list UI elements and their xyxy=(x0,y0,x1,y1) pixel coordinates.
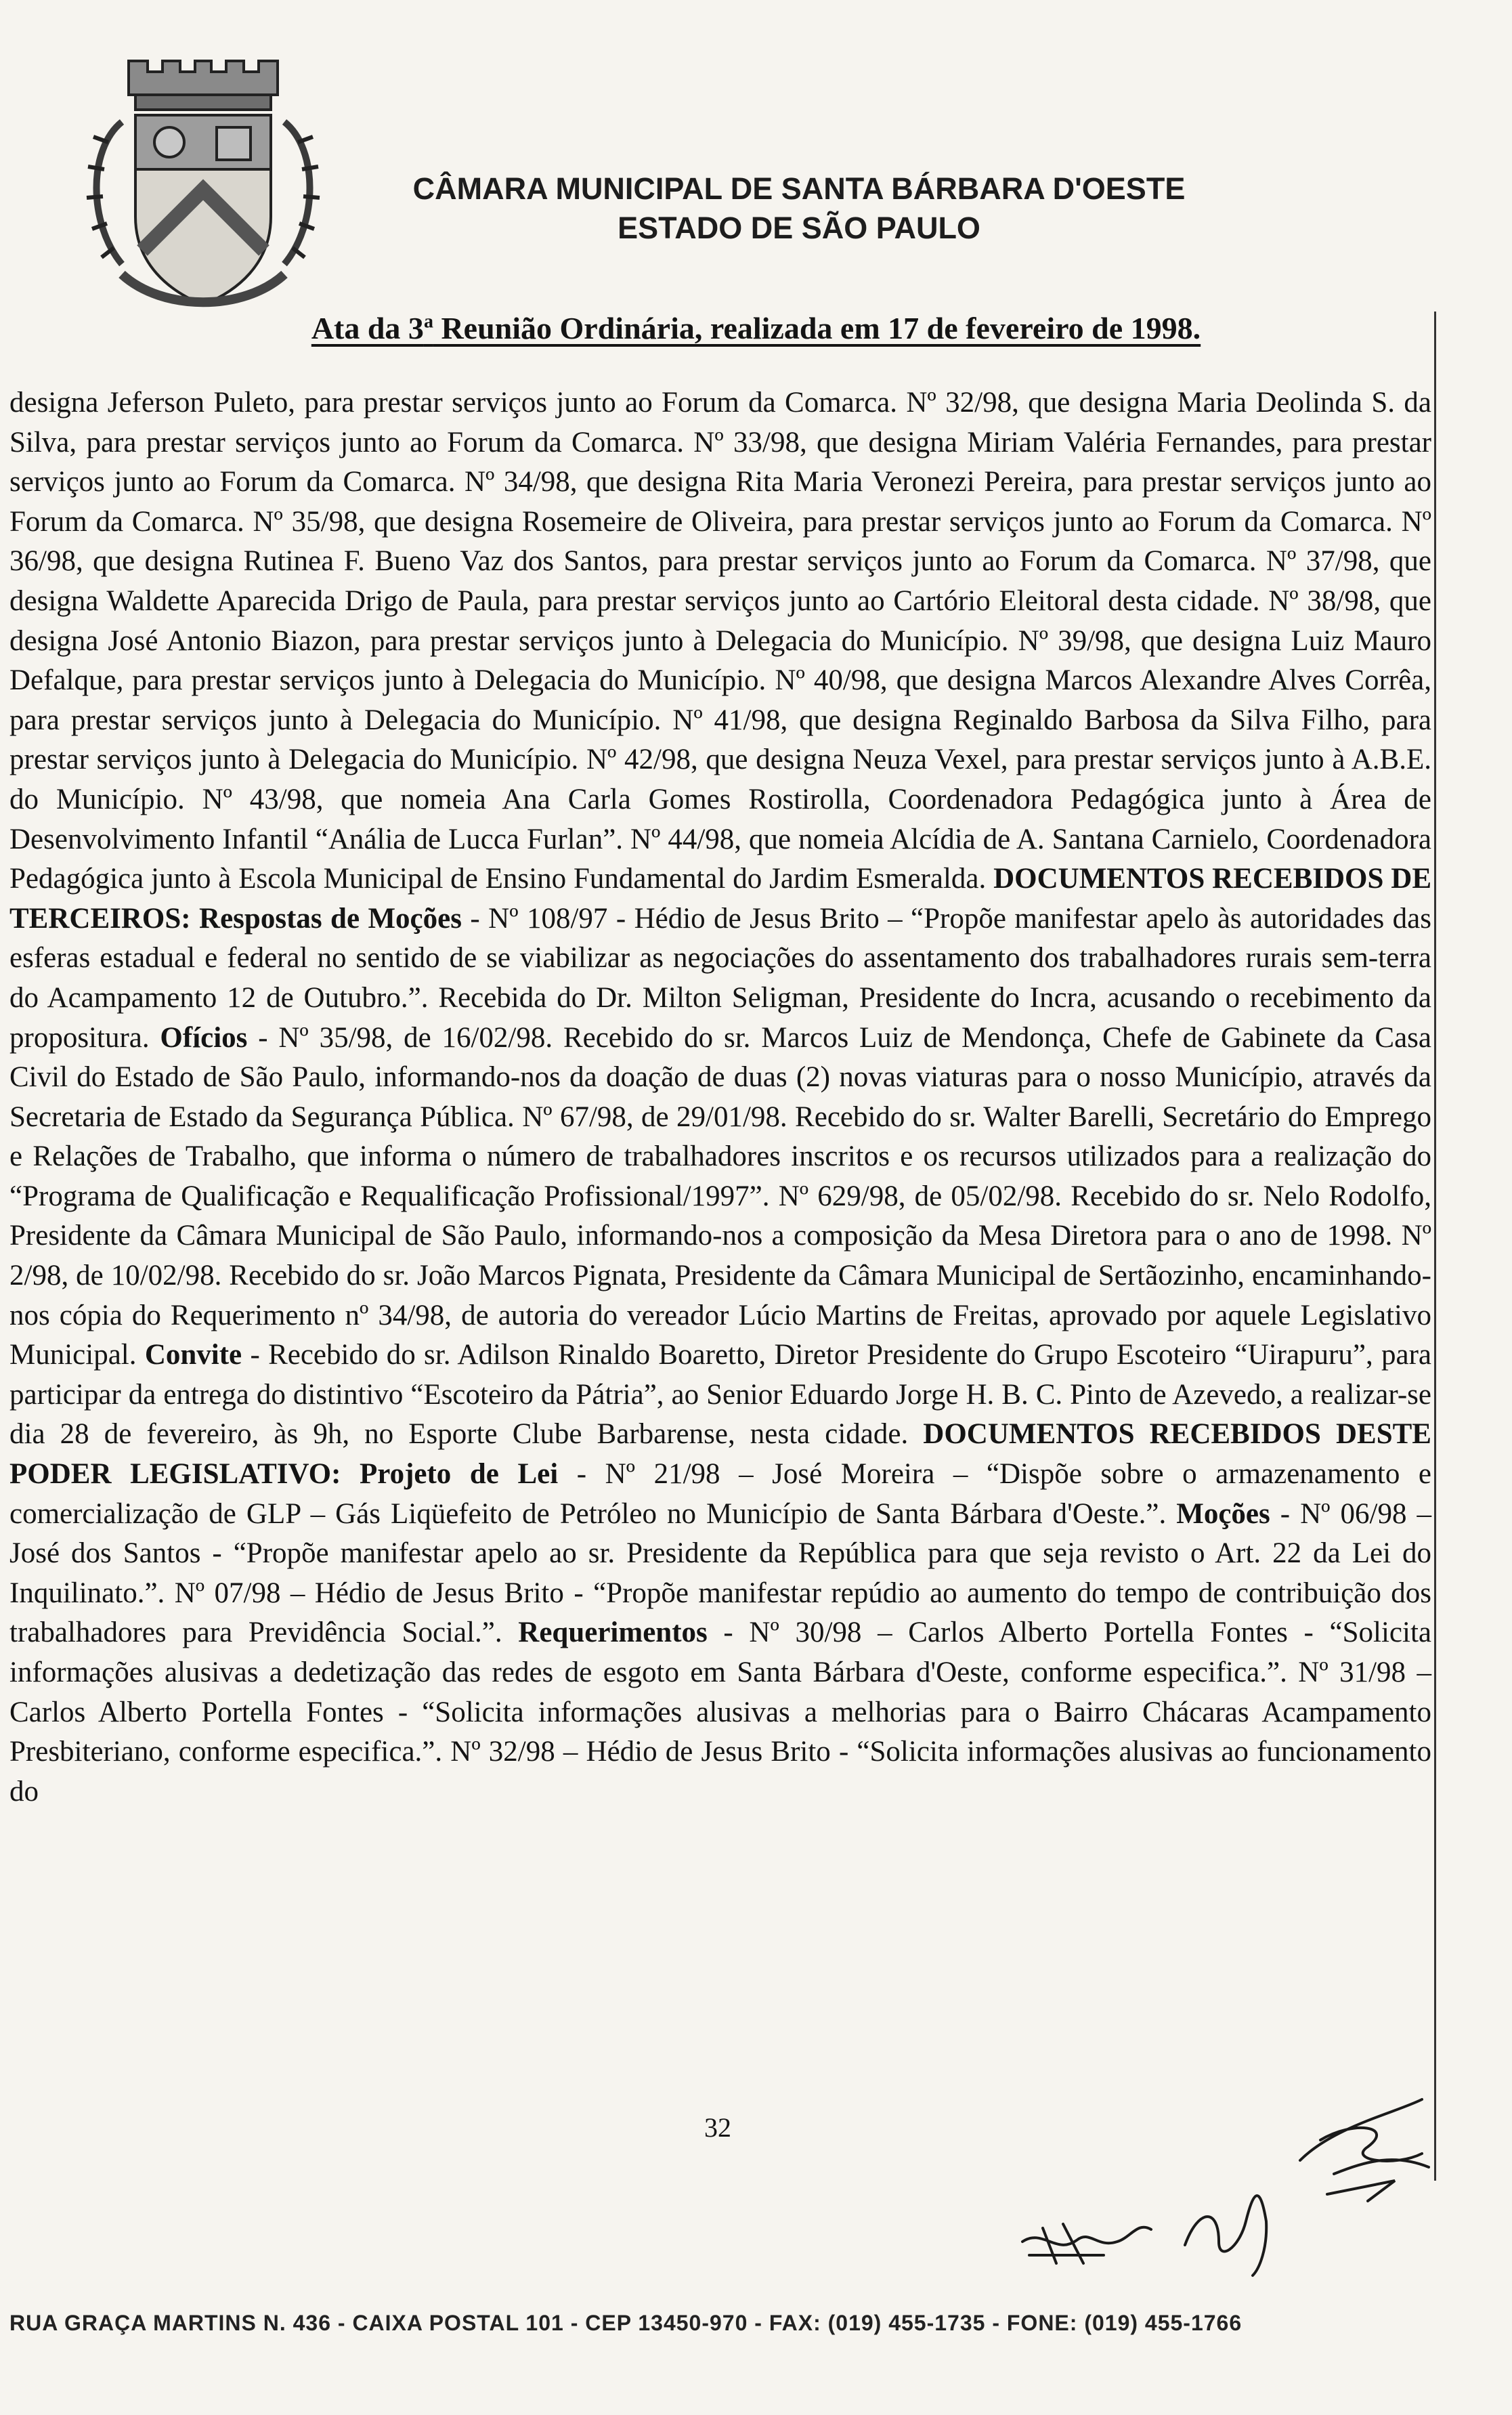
title-post: Reunião Ordinária, realizada em 17 de fevereiro de 1998. xyxy=(433,311,1201,345)
margin-rule xyxy=(1434,312,1436,2181)
minutes-paragraph xyxy=(9,383,1431,1812)
footer-address: RUA GRAÇA MARTINS N. 436 - CAIXA POSTAL 101 - CEP 13450-970 - FAX: (019) 455-1735 - FONE: (019) 455-1766 xyxy=(9,2311,1243,2335)
body-segment: - Nº 108/97 - Hédio de Jesus Brito – “Propõe manifestar apelo às autoridades das esferas estadual e federal no sentido de se viabilizar as negociações do assentamento dos trabalhadores rurais sem-terra do Acampamento 12 de Outubro.”. Recebida do Dr. Milton Seligman, Presidente do Incra, acusando o recebimento da propositura. xyxy=(9,902,1432,1054)
page-number: 32 xyxy=(704,2112,731,2143)
title-pre: Ata da 3 xyxy=(311,311,424,345)
institution-name: CÂMARA MUNICIPAL DE SANTA BÁRBARA D'OESTE xyxy=(412,171,1186,206)
section-heading: Requerimentos xyxy=(518,1617,708,1649)
section-heading: Ofícios xyxy=(160,1021,248,1054)
section-heading: Convite xyxy=(144,1339,242,1371)
handwritten-signatures xyxy=(1016,2086,1449,2289)
letterhead xyxy=(379,169,1219,248)
body-segment: designa Jeferson Puleto, para prestar serviços junto ao Forum da Comarca. Nº 32/98, que designa Maria Deolinda S. da Silva, para prestar serviços junto ao Forum da Comarca. Nº 33/98, que designa Miriam Valéria Fernandes, para prestar serviços junto ao Forum da Comarca. Nº 34/98, que designa Rita Maria Veronezi Pereira, para prestar serviços junto ao Forum da Comarca. Nº 35/98, que designa Rosemeire de Oliveira, para prestar serviços junto ao Forum da Comarca. Nº 36/98, que designa Rutinea F. Bueno Vaz dos Santos, para prestar serviços junto ao Forum da Comarca. Nº 37/98, que designa Waldette Aparecida Drigo de Paula, para prestar serviços junto ao Cartório Eleitoral desta cidade. Nº 38/98, que designa José Antonio Biazon, para prestar serviços junto à Delegacia do Município. Nº 39/98, que designa Luiz Mauro Defalque, para prestar serviços junto à Delegacia do Município. Nº 40/98, que designa Marcos Alexandre Alves Corrêa, para prestar serviços junto à Delegacia do Município. Nº 41/98, que designa Reginaldo Barbosa da Silva Filho, para prestar serviços junto à Delegacia do Município. Nº 42/98, que designa Neuza Vexel, para prestar serviços junto à A.B.E. do Município. Nº 43/98, que nomeia Ana Carla Gomes Rostirolla, Coordenadora Pedagógica junto à Área de Desenvolvimento Infantil “Anália de Lucca Furlan”. Nº 44/98, que nomeia Alcídia de A. Santana Carnielo, Coordenadora Pedagógica junto à Escola Municipal de Ensino Fundamental do Jardim Esmeralda. xyxy=(9,387,1431,895)
document-title xyxy=(0,310,1512,346)
municipal-coat-of-arms xyxy=(81,47,325,318)
body-segment: - Recebido do sr. Adilson Rinaldo Boaretto, Diretor Presidente do Grupo Escoteiro “Uirapuru”, para participar da entrega do distintivo “Escoteiro da Pátria”, ao Senior Eduardo Jorge H. B. C. Pinto de Azevedo, a realizar-se dia 28 de fevereiro, às 9h, no Esporte Clube Barbarense, nesta cidade. xyxy=(9,1339,1431,1451)
body-segment: - Nº 30/98 – Carlos Alberto Portella Fontes - “Solicita informações alusivas a dedetização das redes de esgoto em Santa Bárbara d'Oeste, conforme especifica.”. Nº 31/98 – Carlos Alberto Portella Fontes - “Solicita informações alusivas a melhorias para o Bairro Chácaras Acampamento Presbiteriano, conforme especifica.”. Nº 32/98 – Hédio de Jesus Brito - “Solicita informações alusivas ao funcionamento do xyxy=(9,1617,1431,1808)
section-heading: Moções xyxy=(1176,1497,1270,1530)
body-segment: - Nº 35/98, de 16/02/98. Recebido do sr. Marcos Luiz de Mendonça, Chefe de Gabinete da Casa Civil do Estado de São Paulo, informando-nos da doação de duas (2) novas viaturas para o nosso Município, através da Secretaria de Estado da Segurança Pública. Nº 67/98, de 29/01/98. Recebido do sr. Walter Barelli, Secretário do Emprego e Relações de Trabalho, que informa o número de trabalhadores inscritos e os recursos utilizados para a realização do “Programa de Qualificação e Requalificação Profissional/1997”. Nº 629/98, de 05/02/98. Recebido do sr. Nelo Rodolfo, Presidente da Câmara Municipal de São Paulo, informando-nos a composição da Mesa Diretora para o ano de 1998. Nº 2/98, de 10/02/98. Recebido do sr. João Marcos Pignata, Presidente da Câmara Municipal de Sertãozinho, encaminhando-nos cópia do Requerimento nº 34/98, de autoria do vereador Lúcio Martins de Freitas, aprovado por aquele Legislativo Municipal. xyxy=(9,1021,1431,1371)
body-segment: - Nº 06/98 – José dos Santos - “Propõe manifestar apelo ao sr. Presidente da República para que seja revisto o Art. 22 da Lei do Inquilinato.”. Nº 07/98 – Hédio de Jesus Brito - “Propõe manifestar repúdio ao aumento do tempo de contribuição dos trabalhadores para Previdência Social.”. xyxy=(9,1497,1431,1649)
section-heading: DOCUMENTOS RECEBIDOS DESTE PODER LEGISLATIVO: Projeto de Lei xyxy=(9,1418,1431,1491)
section-heading: DOCUMENTOS RECEBIDOS DE TERCEIROS: Respostas de Moções xyxy=(9,863,1431,935)
state-name: ESTADO DE SÃO PAULO xyxy=(618,211,980,245)
body-segment: - Nº 21/98 – José Moreira – “Dispõe sobre o armazenamento e comercialização de GLP – Gás Liqüefeito de Petróleo no Município de Santa Bárbara d'Oeste.”. xyxy=(9,1458,1432,1530)
title-ordinal-sup: a xyxy=(423,311,433,333)
minutes-body xyxy=(9,383,1431,1812)
